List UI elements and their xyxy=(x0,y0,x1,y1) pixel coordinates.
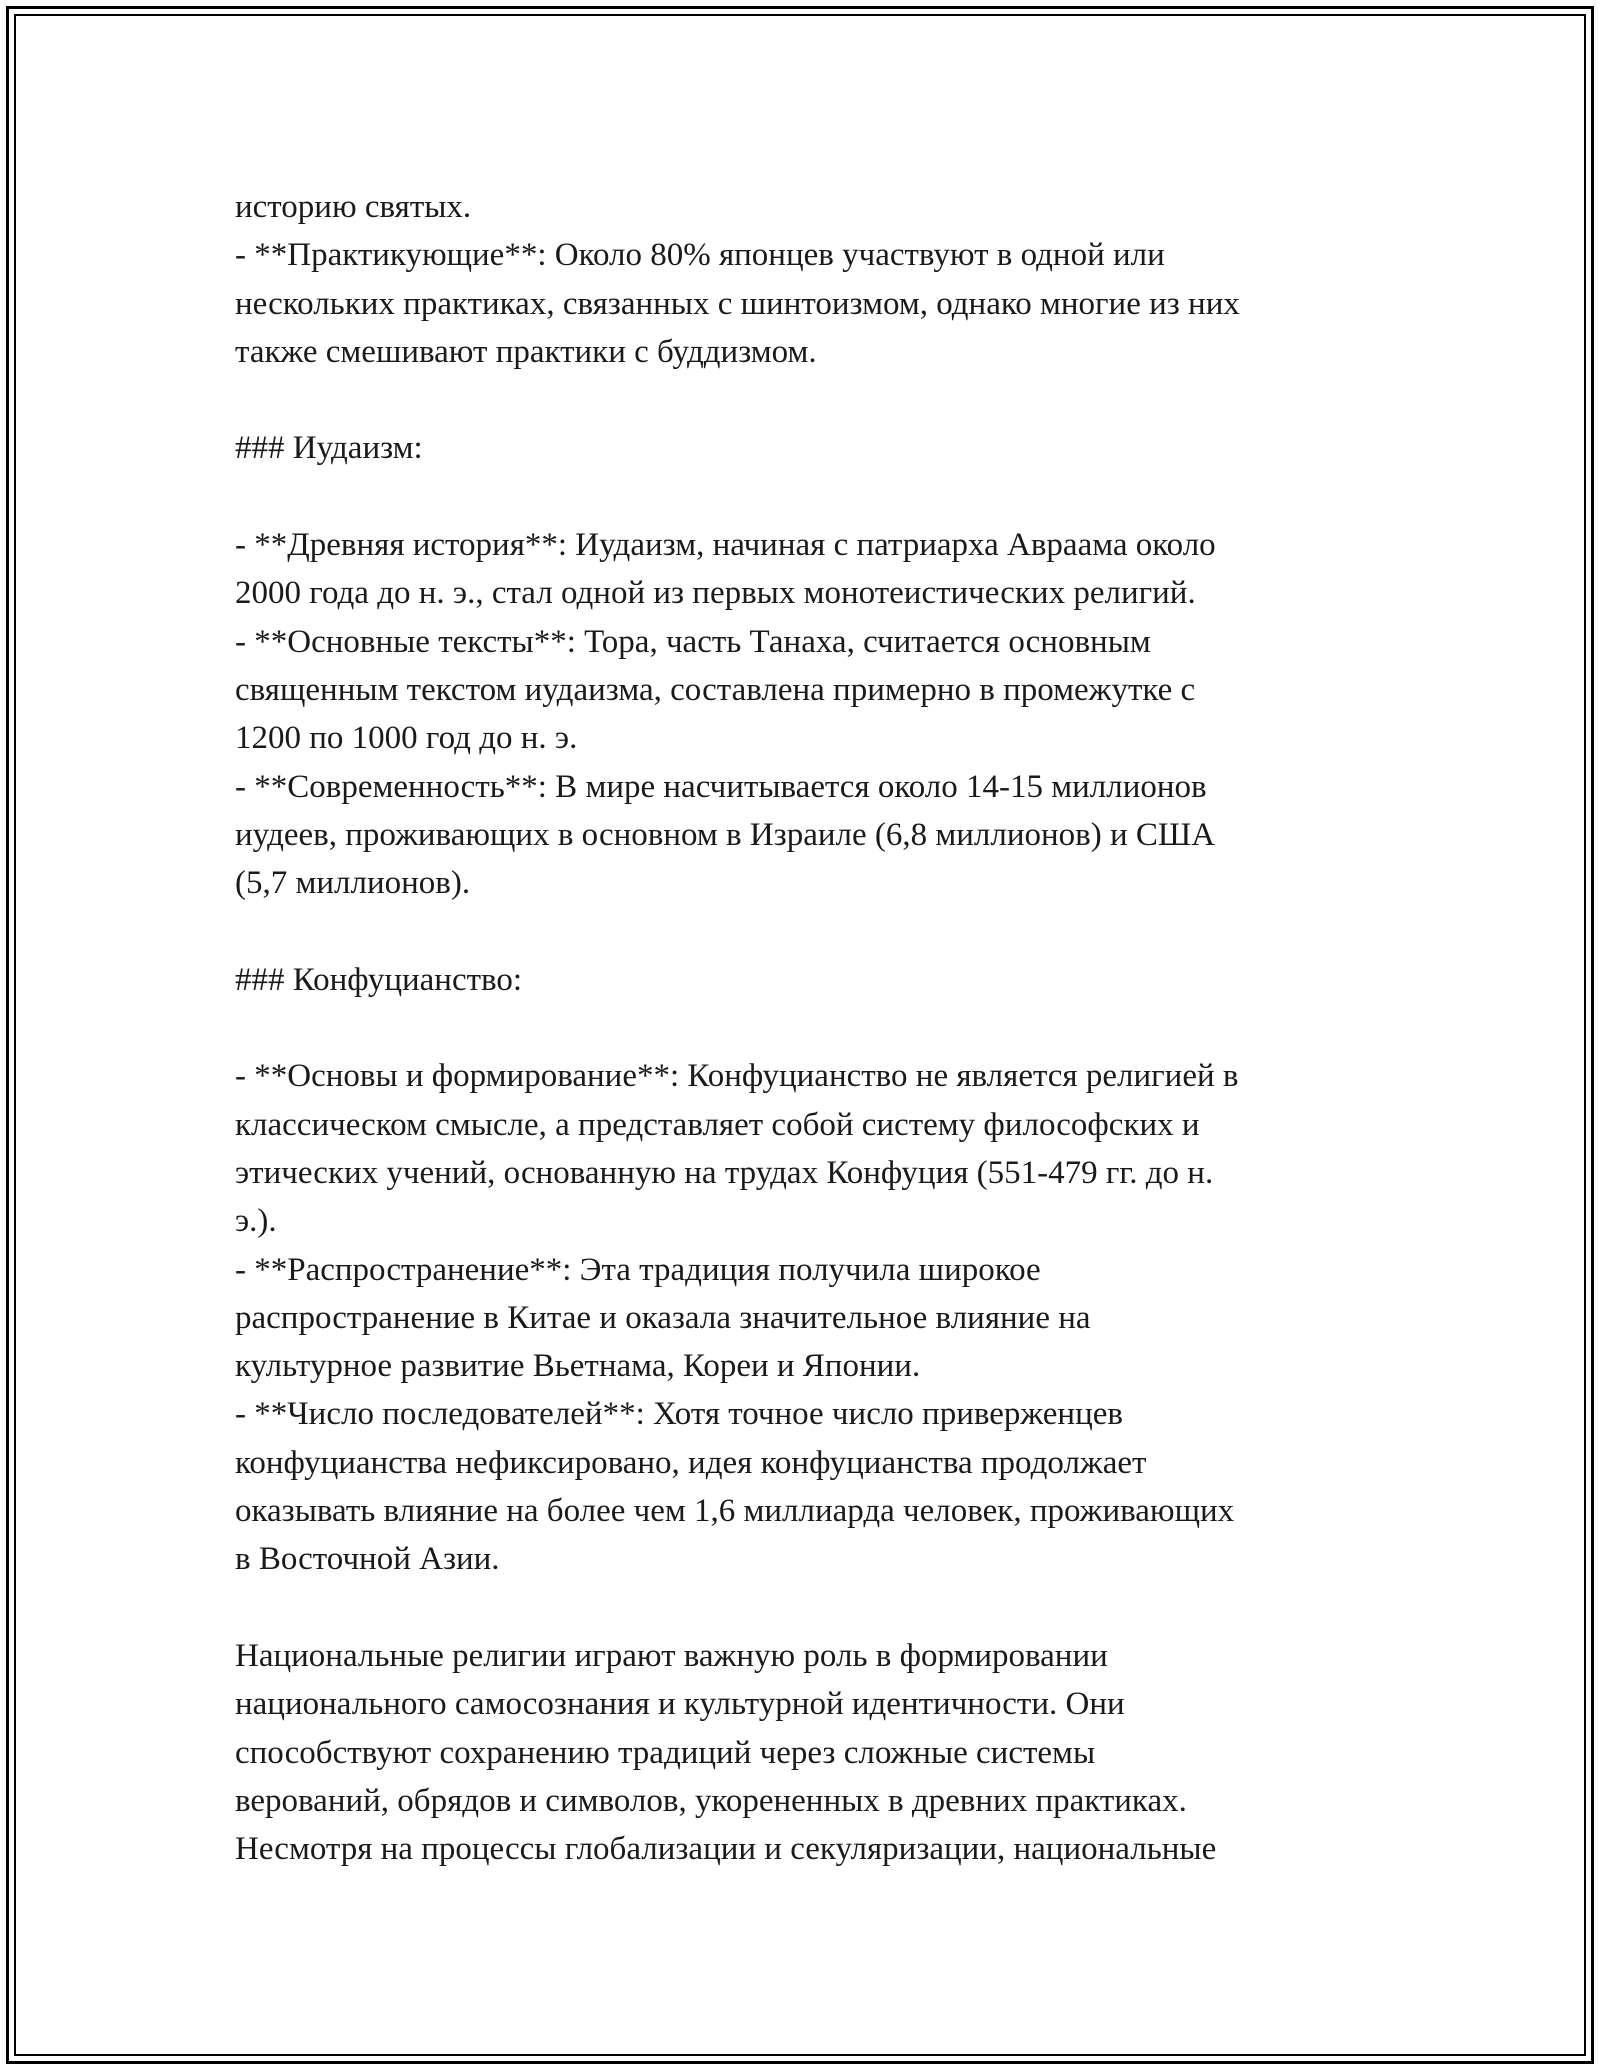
text-line: историю святых. xyxy=(235,189,472,225)
section-heading-judaism: ### Иудаизм: xyxy=(235,430,423,467)
document-body xyxy=(235,183,1375,1873)
list-item-followers: - **Число последователей**: Хотя точное число приверженцев xyxy=(235,1396,1123,1433)
blank-line xyxy=(235,473,1375,521)
conclusion-paragraph-line: верований, обрядов и символов, укорененных в древних практиках. xyxy=(235,1782,1187,1819)
blank-line xyxy=(235,1004,1375,1052)
section-heading-confucianism: ### Конфуцианство: xyxy=(235,961,523,998)
blank-line xyxy=(235,1584,1375,1632)
text-line: этических учений, основанную на трудах Конфуция (551-479 гг. до н. xyxy=(235,1154,1214,1191)
list-item-main-texts: - **Основные тексты**: Тора, часть Танаха, считается основным xyxy=(235,623,1151,660)
conclusion-paragraph-line: Национальные религии играют важную роль в формировании xyxy=(235,1637,1108,1674)
list-item-spread: - **Распространение**: Эта традиция получила широкое xyxy=(235,1251,1041,1288)
text-line: (5,7 миллионов). xyxy=(235,865,471,902)
conclusion-paragraph-line: национального самосознания и культурной идентичности. Они xyxy=(235,1686,1125,1723)
text-line: э.). xyxy=(235,1203,277,1240)
text-line: конфуцианства нефиксировано, идея конфуцианства продолжает xyxy=(235,1444,1147,1481)
text-line: 2000 года до н. э., стал одной из первых монотеистических религий. xyxy=(235,575,1196,612)
conclusion-paragraph-line: Несмотря на процессы глобализации и секуляризации, национальные xyxy=(235,1831,1217,1868)
list-item-ancient-history: - **Древняя история**: Иудаизм, начиная с патриарха Авраама около xyxy=(235,527,1216,564)
list-item-practitioners: - **Практикующие**: Около 80% японцев участвуют в одной или xyxy=(235,237,1165,274)
text-line: культурное развитие Вьетнама, Кореи и Японии. xyxy=(235,1348,921,1385)
text-line: 1200 по 1000 год до н. э. xyxy=(235,720,578,757)
text-line: оказывать влияние на более чем 1,6 миллиарда человек, проживающих xyxy=(235,1493,1235,1530)
text-line: в Восточной Азии. xyxy=(235,1541,500,1578)
text-line: священным текстом иудаизма, составлена примерно в промежутке с xyxy=(235,671,1196,708)
text-line: иудеев, проживающих в основном в Израиле (6,8 миллионов) и США xyxy=(235,816,1216,853)
list-item-modernity: - **Современность**: В мире насчитывается около 14-15 миллионов xyxy=(235,768,1207,805)
list-item-foundations: - **Основы и формирование**: Конфуцианство не является религией в xyxy=(235,1058,1239,1095)
text-line: нескольких практиках, связанных с шинтоизмом, однако многие из них xyxy=(235,285,1240,322)
text-line: распространение в Китае и оказала значительное влияние на xyxy=(235,1299,1091,1336)
conclusion-paragraph-line: способствуют сохранению традиций через сложные системы xyxy=(235,1734,1096,1771)
blank-line xyxy=(235,376,1375,424)
text-line: классическом смысле, а представляет собой систему философских и xyxy=(235,1106,1200,1143)
blank-line xyxy=(235,907,1375,955)
text-line: также смешивают практики с буддизмом. xyxy=(235,333,817,370)
